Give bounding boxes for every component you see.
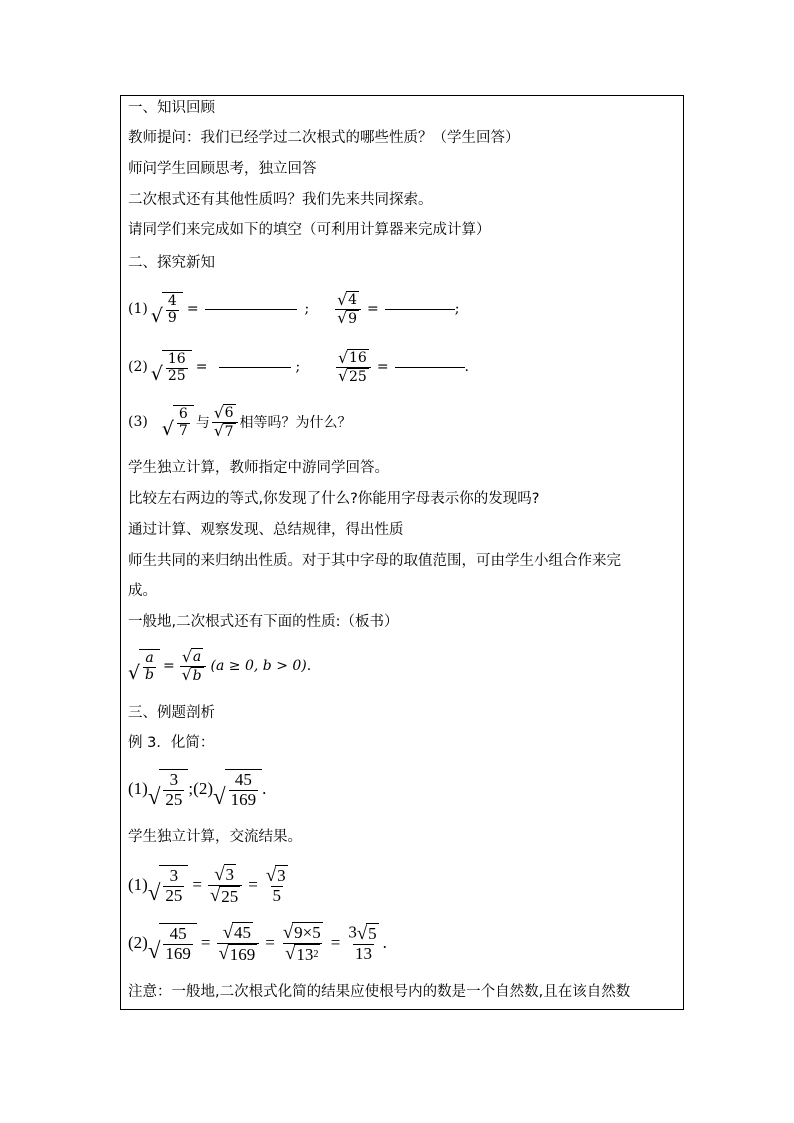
text-line: 请同学们来完成如下的填空（可利用计算器来完成计算） [128, 222, 491, 238]
num: 3 [169, 865, 179, 885]
frac-of-sqrts: √ 45 √ 169 [217, 922, 260, 964]
text-line: 二次根式还有其他性质吗？我们先来共同探索。 [128, 192, 433, 208]
num: 16 [167, 351, 186, 368]
text-line: 师问学生回顾思考，独立回答 [128, 161, 317, 177]
text-line: 比较左右两边的等式,你发现了什么?你能用字母表示你的发现吗? [128, 491, 540, 507]
coefficient: 3 [348, 922, 357, 942]
frac-of-sqrts: √ 6 √ 7 [212, 404, 238, 440]
equals: = [376, 359, 389, 375]
equals: = [195, 359, 208, 375]
text-line: 师生共同的来归纳出性质。对于其中字母的取值范围，可由学生小组合作来完 [128, 553, 621, 569]
num: 4 [348, 292, 357, 309]
solution-1 [128, 860, 292, 910]
num: 45 [234, 922, 252, 942]
section-examples-heading: 三、例题剖析 [128, 705, 215, 721]
equals: = [163, 658, 175, 674]
blank-1b[interactable] [385, 308, 455, 310]
section-explore-heading: 二、探究新知 [128, 255, 215, 271]
text: 与 [195, 415, 210, 431]
label: (1) [128, 875, 148, 894]
den: 9 [167, 309, 177, 326]
exercise-2 [128, 345, 469, 389]
example-label: 例 3．化简： [128, 735, 215, 751]
sqrt-frac: √ $\frac{4}{9}$ [151, 292, 183, 326]
den: 13 [296, 944, 314, 964]
equals: = [200, 933, 211, 952]
equals: = [367, 301, 379, 317]
frac-of-sqrts: √ a √ b [180, 648, 206, 684]
den: 5 [272, 885, 281, 905]
num: 3 [277, 865, 286, 885]
text-line: 学生独立计算，教师指定中游同学回答。 [128, 460, 389, 476]
num: 3 [225, 864, 235, 884]
sep: ; [304, 301, 310, 317]
den: 25 [221, 886, 239, 906]
frac-of-sqrts: √ 4 √ 9 [335, 291, 361, 327]
den: 169 [229, 944, 256, 964]
equals: = [265, 933, 275, 952]
sep: . [464, 359, 469, 375]
den: 169 [165, 943, 191, 963]
exponent: 2 [313, 949, 319, 961]
den: b [192, 667, 202, 684]
text-line: 成。 [128, 583, 157, 599]
result-frac: √ 3 5 [265, 864, 286, 905]
sep: ; [295, 359, 301, 375]
sqrt-frac: √ $\frac{a}{b}$ [128, 649, 160, 683]
sqrt-frac: √ $\frac{3}{25}$ [148, 769, 189, 809]
sqrt-frac: √ $\frac{6}{7}$ [162, 405, 194, 439]
text-line: 一般地,二次根式还有下面的性质:（板书） [128, 614, 399, 630]
den: 25 [167, 367, 186, 384]
label: (2) [193, 779, 213, 798]
num: 5 [368, 923, 377, 943]
den: 25 [165, 885, 183, 905]
result-frac: 3 √ 5 13 [348, 922, 377, 963]
num: 9×5 [294, 922, 321, 942]
text: 相等吗？为什么？ [239, 415, 352, 431]
sep: ; [188, 779, 194, 798]
equals: = [186, 301, 199, 317]
num: 16 [348, 350, 367, 367]
sep: . [262, 779, 267, 798]
blank-2a[interactable] [219, 366, 291, 368]
den: 25 [165, 789, 183, 809]
den: 7 [178, 422, 188, 439]
text-line: 学生独立计算，交流结果。 [128, 829, 302, 845]
den: 169 [230, 789, 257, 809]
num: 4 [167, 293, 177, 310]
label: (1) [128, 301, 148, 317]
den: b [145, 666, 155, 683]
den: 25 [348, 368, 367, 385]
sep: . [306, 658, 312, 674]
solution-2 [128, 915, 387, 971]
den: 9 [348, 310, 357, 327]
label: (2) [128, 359, 148, 375]
teacher-question: 教师提问：我们已经学过二次根式的哪些性质？（学生回答） [128, 130, 520, 146]
condition: (a ≥ 0, b > 0) [210, 658, 307, 674]
frac-of-sqrts: √ 3 √ 25 [208, 864, 242, 906]
den: 13 [354, 943, 372, 963]
num: a [192, 649, 202, 666]
den: 7 [224, 423, 234, 440]
example-problem [128, 764, 266, 814]
label: (1) [128, 779, 148, 798]
sep: ; [454, 301, 460, 317]
sqrt-frac: √ $\frac{16}{25}$ [151, 350, 192, 384]
num: 6 [224, 405, 234, 422]
num: a [145, 650, 154, 667]
property-formula [128, 643, 311, 689]
equals: = [192, 875, 203, 894]
blank-2b[interactable] [395, 366, 465, 368]
label: (2) [128, 933, 148, 952]
section-review-heading: 一、知识回顾 [128, 100, 215, 116]
equals: = [330, 933, 341, 952]
note-line: 注意：一般地,二次根式化简的结果应使根号内的数是一个自然数,且在该自然数 [128, 984, 631, 1000]
blank-1a[interactable] [205, 308, 297, 310]
equals: = [248, 875, 258, 894]
label: (3) [128, 414, 148, 430]
num: 45 [169, 923, 187, 943]
sqrt-frac: √ $\frac{45}{169}$ [213, 769, 262, 809]
exercise-1 [128, 287, 459, 331]
num: 3 [169, 769, 179, 789]
exercise-3 [128, 399, 352, 445]
text-line: 通过计算、观察发现、总结规律，得出性质 [128, 522, 404, 538]
num: 6 [178, 406, 188, 423]
sep: . [382, 933, 387, 952]
sqrt-frac: √ $\frac{3}{25}$ [148, 865, 189, 905]
num: 45 [234, 769, 252, 789]
frac-of-sqrts: √ 16 √ 25 [336, 349, 371, 385]
sqrt-frac: √ $\frac{45}{169}$ [148, 923, 197, 963]
frac-expanded: √ 9×5 √ 13 2 [282, 921, 321, 965]
